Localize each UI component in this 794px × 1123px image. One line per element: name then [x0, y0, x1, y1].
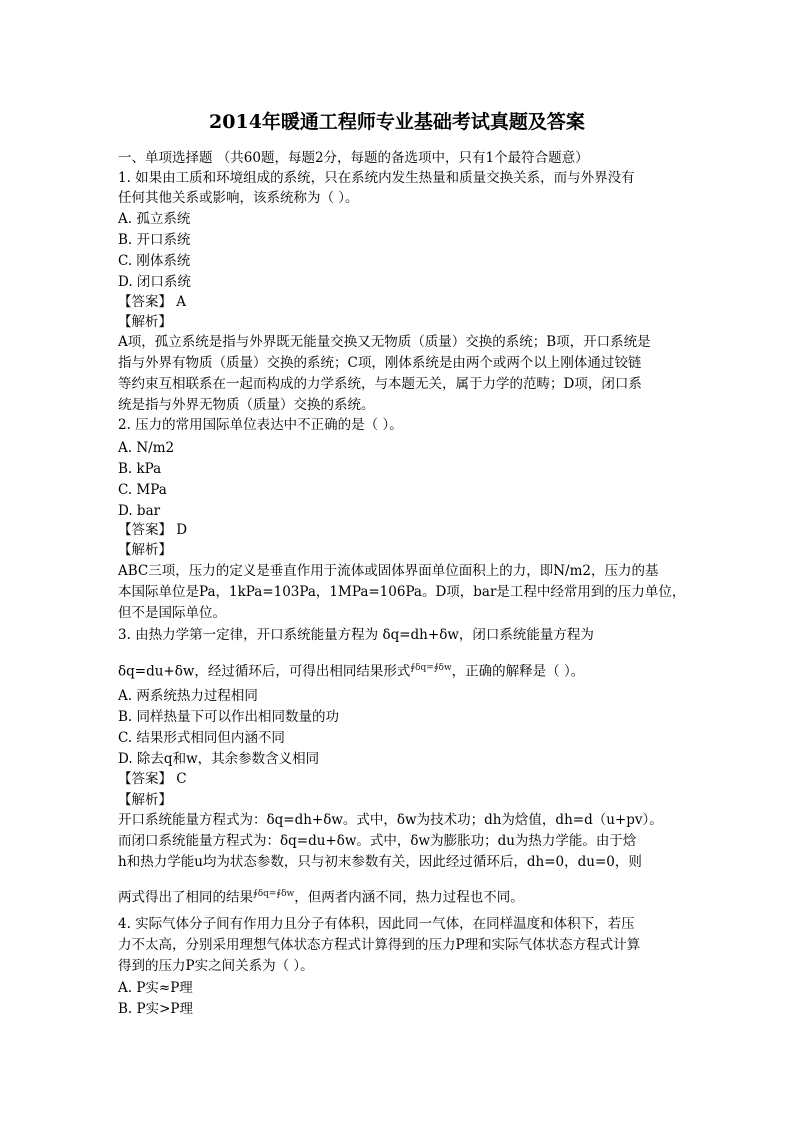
q4-option-a: A. P实≈P理 [118, 980, 193, 996]
q3-explanation-text-b: ，但两者内涵不同，热力过程也不同。 [294, 889, 524, 906]
q1-explanation-line-3: 等约束互相联系在一起而构成的力学系统，与本题无关，属于力学的范畴；D项，闭口系 [118, 376, 642, 392]
q2-explanation-line-3: 但不是国际单位。 [118, 605, 226, 621]
q3-explanation-line-2: 而闭口系统能量方程式为：δq=du+δw。式中，δw为膨胀功；du为热力学能。由于焓 [118, 833, 637, 849]
q4-stem-line-2: 力不太高，分别采用理想气体状态方程式计算得到的压力P理和实际气体状态方程式计算 [118, 937, 641, 953]
q2-analysis-label: 【解析】 [118, 542, 172, 558]
q1-option-d: D. 闭口系统 [118, 274, 191, 290]
q3-answer: 【答案】 C [118, 771, 187, 787]
q3-analysis-label: 【解析】 [118, 792, 172, 808]
q2-answer: 【答案】 D [118, 522, 188, 538]
q1-explanation-line-2: 指与外界有物质（质量）交换的系统；C项，刚体系统是由两个或两个以上刚体通过铰链 [118, 355, 642, 371]
q2-explanation-line-2: 本国际单位是Pa，1kPa=103Pa，1MPa=106Pa。D项，bar是工程中经常用到的压力单位， [118, 584, 686, 600]
q2-option-a: A. N/m2 [118, 440, 175, 456]
q3-option-c: C. 结果形式相同但内涵不同 [118, 730, 285, 746]
q3-explanation-text-a: 两式得出了相同的结果 [118, 889, 253, 906]
q3-stem-line-1: 3. 由热力学第一定律，开口系统能量方程为 δq=dh+δw，闭口系统能量方程为 [118, 627, 594, 643]
q2-option-d: D. bar [118, 503, 161, 519]
q2-stem: 2. 压力的常用国际单位表达中不正确的是（ ）。 [118, 417, 403, 433]
q4-stem-line-1: 4. 实际气体分子间有作用力且分子有体积，因此同一气体，在同样温度和体积下，若压 [118, 916, 635, 932]
q3-stem-text-a: δq=du+δw，经过循环后，可得出相同结果形式 [118, 663, 411, 680]
q1-stem-line-2: 任何其他关系或影响，该系统称为（ ）。 [118, 190, 359, 206]
cyclic-integral-formula: ∮δq=∮δw [253, 889, 295, 899]
q2-explanation-line-1: ABC三项，压力的定义是垂直作用于流体或固体界面单位面积上的力，即N/m2，压力的基 [118, 563, 659, 579]
q3-option-d: D. 除去q和w，其余参数含义相同 [118, 751, 320, 767]
q3-explanation-line-3: h和热力学能u均为状态参数，只与初末参数有关，因此经过循环后，dh=0，du=0，则 [118, 854, 642, 870]
q3-stem-line-2 [118, 658, 584, 682]
q4-option-b: B. P实>P理 [118, 1001, 193, 1017]
cyclic-integral-formula: ∮δq=∮δw [410, 663, 452, 673]
q1-stem-line-1: 1. 如果由工质和环境组成的系统，只在系统内发生热量和质量交换关系，而与外界没有 [118, 170, 635, 186]
section-heading: 一、单项选择题 （共60题，每题2分，每题的备选项中，只有1个最符合题意） [118, 150, 589, 166]
q4-stem-line-3: 得到的压力P实之间关系为（ ）。 [118, 958, 314, 974]
q2-option-b: B. kPa [118, 461, 162, 477]
q1-answer: 【答案】 A [118, 294, 187, 310]
q3-explanation-line-1: 开口系统能量方程式为：δq=dh+δw。式中，δw为技术功；dh为焓值，dh=d（u+pv）。 [118, 812, 663, 828]
q1-option-b: B. 开口系统 [118, 232, 191, 248]
q1-explanation-line-1: A项，孤立系统是指与外界既无能量交换又无物质（质量）交换的系统；B项，开口系统是 [118, 334, 651, 350]
q1-analysis-label: 【解析】 [118, 314, 172, 330]
q2-option-c: C. MPa [118, 482, 167, 498]
page-title: 2014年暖通工程师专业基础考试真题及答案 [209, 111, 585, 133]
q1-option-c: C. 刚体系统 [118, 253, 191, 269]
q3-stem-text-b: ，正确的解释是（ ）。 [451, 663, 585, 680]
q1-explanation-line-4: 统是指与外界无物质（质量）交换的系统。 [118, 397, 375, 413]
q3-option-b: B. 同样热量下可以作出相同数量的功 [118, 709, 340, 725]
q1-option-a: A. 孤立系统 [118, 211, 191, 227]
q3-option-a: A. 两系统热力过程相同 [118, 688, 258, 704]
q3-explanation-line-4 [118, 884, 524, 908]
